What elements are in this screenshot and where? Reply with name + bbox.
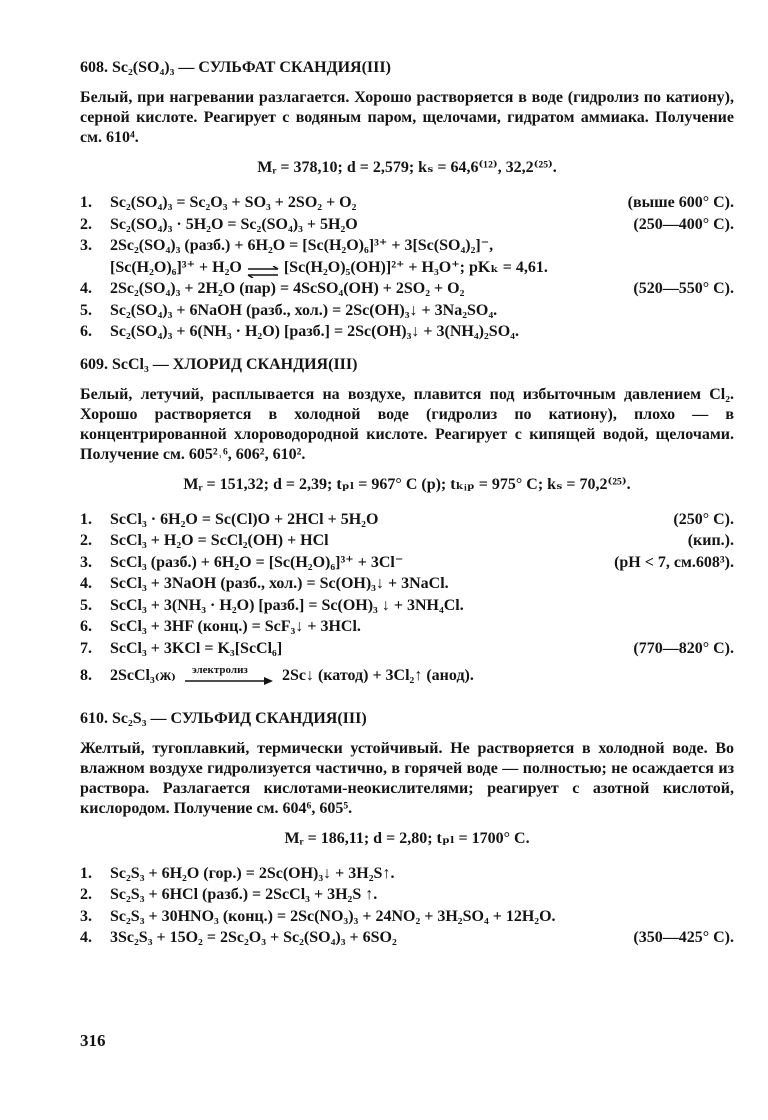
reaction-number: 4. xyxy=(80,280,92,297)
reaction-number: 5. xyxy=(80,596,92,614)
reaction-continuation xyxy=(80,257,734,279)
reaction-row xyxy=(80,638,734,660)
reaction-equation: ScCl₃ + 3NaOH (разб., хол.) = Sc(OH)₃↓ + 3NaCl. xyxy=(110,575,449,592)
reaction-condition: (кип.). xyxy=(687,532,734,549)
reaction-number: 2. xyxy=(80,215,92,233)
section-610 xyxy=(80,709,734,949)
equilibrium-arrow-icon xyxy=(246,266,280,278)
section-heading: 609. ScCl₃ — ХЛОРИД СКАНДИЯ(III) xyxy=(80,355,358,373)
reaction-number: 2. xyxy=(80,532,92,549)
reaction-number: 4. xyxy=(80,929,92,946)
reaction-equation: ScCl₃ (разб.) + 6H₂O = [Sc(H₂O)₆]³⁺ + 3Cl⁻ xyxy=(110,553,404,571)
reaction-row xyxy=(80,927,734,949)
section-heading: 610. Sc₂S₃ — СУЛЬФИД СКАНДИЯ(III) xyxy=(80,709,367,727)
reaction-condition: (350—425° С). xyxy=(633,929,734,946)
reaction-equation: 2Sc₂(SO₄)₃ (разб.) + 6H₂O = [Sc(H₂O)₆]³⁺ + 3[Sc(SO₄)₂]⁻, xyxy=(110,237,494,254)
equilibrium-left: [Sc(H₂O)₆]³⁺ + H₂O xyxy=(110,258,242,276)
section-description: Желтый, тугоплавкий, термически устойчивый. Не растворяется в холодной воде. Во влажном воздухе гидролизуется частично, в горячей воде — полностью; не осаждается из раствора. Разлагается кислотами-неокислителями; реагирует с азотной кислотой, кислородом. Получение см. 604⁶, 605⁵. xyxy=(80,739,734,817)
reaction-number: 3. xyxy=(80,907,92,925)
arrow-right-icon xyxy=(184,677,274,685)
properties-line: Mᵣ = 378,10; d = 2,579; kₛ = 64,6⁽¹²⁾, 32,2⁽²⁵⁾. xyxy=(257,159,557,176)
reaction-condition: (770—820° С). xyxy=(633,639,734,657)
electrolysis-row xyxy=(80,665,734,687)
reaction-equation: Sc₂S₃ + 30HNO₃ (конц.) = 2Sc(NO₃)₃ + 24NO₂ + 3H₂SO₄ + 12H₂O. xyxy=(110,907,556,925)
reaction-equation: Sc₂(SO₄)₃ + 6NaOH (разб., хол.) = 2Sc(OH)₃↓ + 3Na₂SO₄. xyxy=(110,301,498,319)
section-description: Белый, при нагревании разлагается. Хорошо растворяется в воде (гидролиз по катиону), серной кислоте. Реагирует с водяным паром, щелочами, гидратом аммиака. Получение см. 610⁴. xyxy=(80,89,734,146)
reaction-equation xyxy=(110,665,734,687)
reaction-condition: (250—400° С). xyxy=(633,215,734,233)
section-heading: 608. Sc₂(SO₄)₃ — СУЛЬФАТ СКАНДИЯ(III) xyxy=(80,59,391,76)
properties-line: Mᵣ = 186,11; d = 2,80; tₚₗ = 1700° С. xyxy=(284,829,530,847)
reaction-row xyxy=(80,509,734,531)
reaction-row xyxy=(80,616,734,638)
reaction-equation: Sc₂(SO₄)₃ · 5H₂O = Sc₂(SO₄)₃ + 5H₂O xyxy=(110,215,358,233)
reaction-number: 3. xyxy=(80,553,92,571)
equilibrium-right: [Sc(H₂O)₅(OH)]²⁺ + H₃O⁺; pKₖ = 4,61. xyxy=(283,258,548,276)
reaction-number: 5. xyxy=(80,301,92,319)
reaction-row xyxy=(80,884,734,906)
reaction-list xyxy=(80,192,734,343)
reaction-number: 3. xyxy=(80,237,92,254)
reaction-condition: (250° С). xyxy=(673,510,734,528)
reaction-row xyxy=(80,906,734,928)
section-608 xyxy=(80,58,734,343)
reaction-number: 6. xyxy=(80,323,92,340)
reaction-condition: (выше 600° С). xyxy=(627,194,734,211)
reaction-condition: (520—550° С). xyxy=(633,280,734,297)
section-609 xyxy=(80,355,734,687)
reaction-list xyxy=(80,863,734,949)
reaction-condition: (pH < 7, см.608³). xyxy=(614,553,734,571)
page-number: 316 xyxy=(80,1031,106,1050)
electrolysis-left: 2ScCl₃₍ж₎ xyxy=(110,667,176,684)
reaction-equation: 3Sc₂S₃ + 15O₂ = 2Sc₂O₃ + Sc₂(SO₄)₃ + 6SO₂ xyxy=(110,929,397,946)
reaction-number: 1. xyxy=(80,194,92,211)
reaction-number: 6. xyxy=(80,618,92,635)
reaction-equation: 2Sc₂(SO₄)₃ + 2H₂O (пар) = 4ScSO₄(OH) + 2SO₂ + O₂ xyxy=(110,280,465,297)
reaction-list xyxy=(80,509,734,687)
reaction-row xyxy=(80,235,734,257)
reaction-row xyxy=(80,595,734,617)
reaction-equation: ScCl₃ · 6H₂O = Sc(Cl)O + 2HCl + 5H₂O xyxy=(110,510,379,528)
reaction-equation: ScCl₃ + H₂O = ScCl₂(OH) + HCl xyxy=(110,532,329,549)
electrolysis-arrow xyxy=(184,663,274,687)
reaction-row xyxy=(80,321,734,343)
reaction-equation: ScCl₃ + 3HF (конц.) = ScF₃↓ + 3HCl. xyxy=(110,618,361,635)
reaction-row xyxy=(80,863,734,885)
reaction-equation: Sc₂(SO₄)₃ = Sc₂O₃ + SO₃ + 2SO₂ + O₂ xyxy=(110,194,357,211)
page-content xyxy=(80,58,734,961)
reaction-equation: ScCl₃ + 3KCl = K₃[ScCl₆] xyxy=(110,639,283,657)
reaction-number: 2. xyxy=(80,886,92,903)
reaction-equation: Sc₂S₃ + 6HCl (разб.) = 2ScCl₃ + 3H₂S ↑. xyxy=(110,886,378,903)
reaction-equation: Sc₂(SO₄)₃ + 6(NH₃ · H₂O) [разб.] = 2Sc(OH)₃↓ + 3(NH₄)₂SO₄. xyxy=(110,323,519,340)
section-description: Белый, летучий, расплывается на воздухе, плавится под избыточным давлением Cl₂. Хорошо растворяется в холодной воде (гидролиз по катиону), плохо — в концентрированной хлороводородной кислоте. Реагирует с кипящей водой, щелочами. Получение см. 605²˒⁶, 606², 610². xyxy=(80,385,734,463)
reaction-number: 1. xyxy=(80,864,92,882)
reaction-number: 8. xyxy=(80,667,92,684)
reaction-row xyxy=(80,552,734,574)
reaction-equation: ScCl₃ + 3(NH₃ · H₂O) [разб.] = Sc(OH)₃ ↓ + 3NH₄Cl. xyxy=(110,596,464,614)
reaction-row xyxy=(80,573,734,595)
reaction-row xyxy=(80,278,734,300)
reaction-number: 1. xyxy=(80,510,92,528)
reaction-number: 4. xyxy=(80,575,92,592)
properties-line: Mᵣ = 151,32; d = 2,39; tₚₗ = 967° С (р); tₖᵢₚ = 975° С; kₛ = 70,2⁽²⁵⁾. xyxy=(183,475,631,493)
reaction-row xyxy=(80,300,734,322)
reaction-row xyxy=(80,192,734,214)
reaction-row xyxy=(80,214,734,236)
electrolysis-right: 2Sc↓ (катод) + 3Cl₂↑ (анод). xyxy=(281,667,474,684)
reaction-row xyxy=(80,530,734,552)
reaction-equation: Sc₂S₃ + 6H₂O (гор.) = 2Sc(OH)₃↓ + 3H₂S↑. xyxy=(110,864,395,882)
reaction-number: 7. xyxy=(80,639,92,657)
electrolysis-label: электролиз xyxy=(191,663,248,676)
